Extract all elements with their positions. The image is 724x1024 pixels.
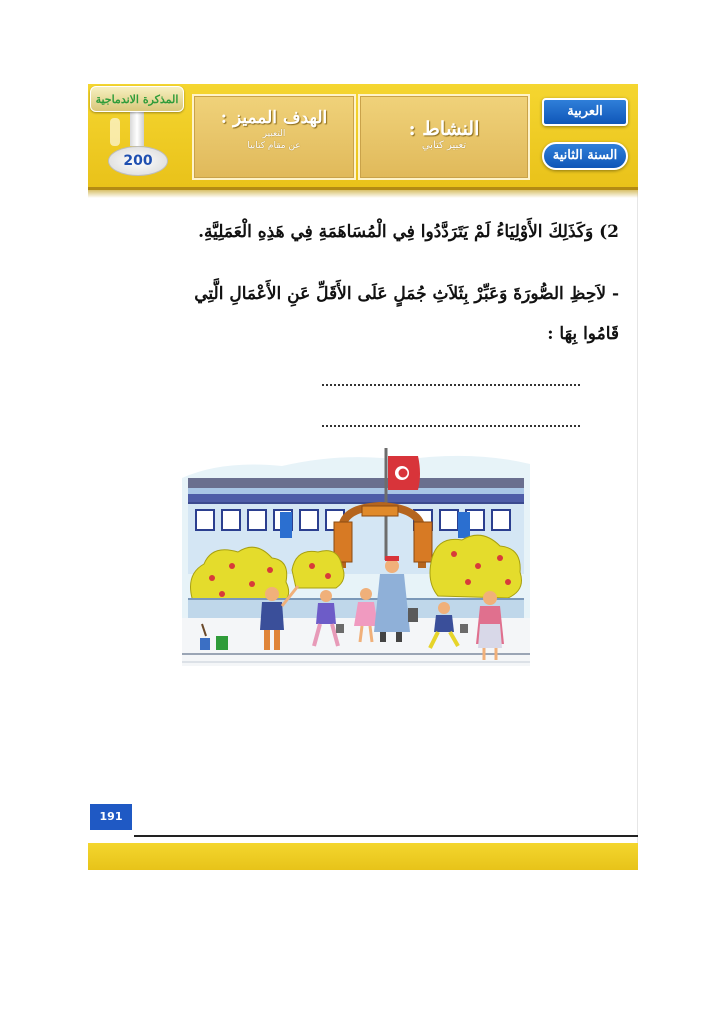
target-panel: [192, 94, 356, 180]
instruction-line-2: قَامُوا بِهَا :: [547, 324, 619, 344]
target-line-1: التعبير: [262, 129, 286, 139]
brand-stem: [130, 112, 144, 146]
activity-title: النشاط :: [408, 118, 480, 140]
brand-logo: [90, 86, 184, 186]
instruction-line-1: - لاَحِظِ الصُّورَةَ وَعَبِّرْ بِثَلاَثِ جُمَلٍ عَلَى الأَقَلِّ عَنِ الأَعْمَالِ الَّتِي: [194, 284, 619, 304]
footer-bar: [88, 843, 638, 870]
workbook-page: [88, 84, 638, 870]
brand-reflection: [110, 118, 120, 146]
page-number: 191: [90, 804, 132, 830]
footer-divider: [134, 835, 638, 837]
activity-subtitle: تعبير كتابي: [421, 140, 467, 151]
brand-title: المذكرة الاندماجية: [90, 86, 184, 112]
header-shadow: [88, 190, 638, 198]
subject-badge: العربية: [542, 98, 628, 126]
page-header: [88, 84, 638, 190]
exercise-item-2: 2) وَكَذَلِكَ الأَوْلِيَاءُ لَمْ يَتَرَدَّدُوا فِي الْمُسَاهَمَةِ فِي هَذِهِ الْعَمَلِيَّةِ.: [198, 222, 619, 242]
school-cleaning-illustration: [182, 448, 530, 690]
target-line-2: عن مقام كتابيا: [247, 141, 301, 151]
answer-line-1[interactable]: [322, 384, 580, 386]
brand-badge: 200: [108, 146, 168, 176]
target-title: الهدف المميز :: [220, 108, 328, 128]
year-badge: السنة الثانية: [542, 142, 628, 170]
activity-panel: [358, 94, 530, 180]
answer-line-2[interactable]: [322, 425, 580, 427]
